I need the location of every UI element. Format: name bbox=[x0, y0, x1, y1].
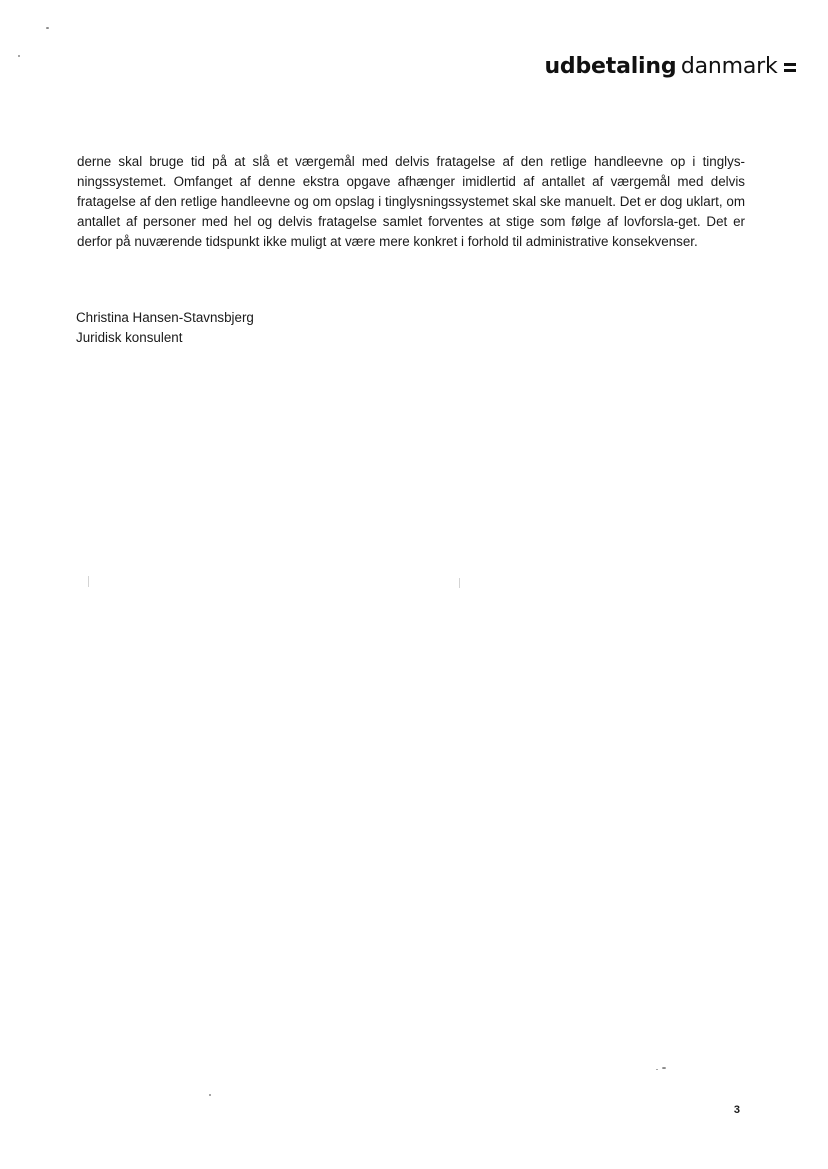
scan-speck bbox=[46, 27, 49, 29]
scan-line bbox=[88, 576, 89, 587]
signature-block bbox=[76, 308, 254, 348]
scan-line bbox=[459, 578, 460, 588]
signature-title: Juridisk konsulent bbox=[76, 330, 183, 345]
page-number: 3 bbox=[733, 1104, 740, 1116]
scan-speck bbox=[662, 1067, 666, 1069]
udbetaling-danmark-logo bbox=[544, 56, 796, 78]
logo-equals-icon bbox=[784, 63, 796, 72]
signature-name: Christina Hansen-Stavnsbjerg bbox=[76, 310, 254, 325]
scan-speck bbox=[656, 1069, 658, 1070]
logo-text-bold: udbetaling bbox=[544, 54, 677, 79]
scan-speck bbox=[209, 1094, 211, 1096]
logo-text-light: danmark bbox=[680, 54, 778, 79]
scan-speck bbox=[18, 55, 20, 57]
body-paragraph: derne skal bruge tid på at slå et værgemål med delvis fratagelse af den retlige handleevne op i tinglys-ningssystemet. Omfanget af denne ekstra opgave afhænger imidlertid af antallet af værgemål med delvis fratagelse af den retlige handleevne og om opslag i tinglysningssystemet skal ske manuelt. Det er dog uklart, om antallet af personer med hel og delvis fratagelse samlet forventes at stige som følge af lovforsla-get. Det er derfor på nuværende tidspunkt ikke muligt at være mere konkret i forhold til administrative konsekvenser. bbox=[77, 154, 745, 249]
